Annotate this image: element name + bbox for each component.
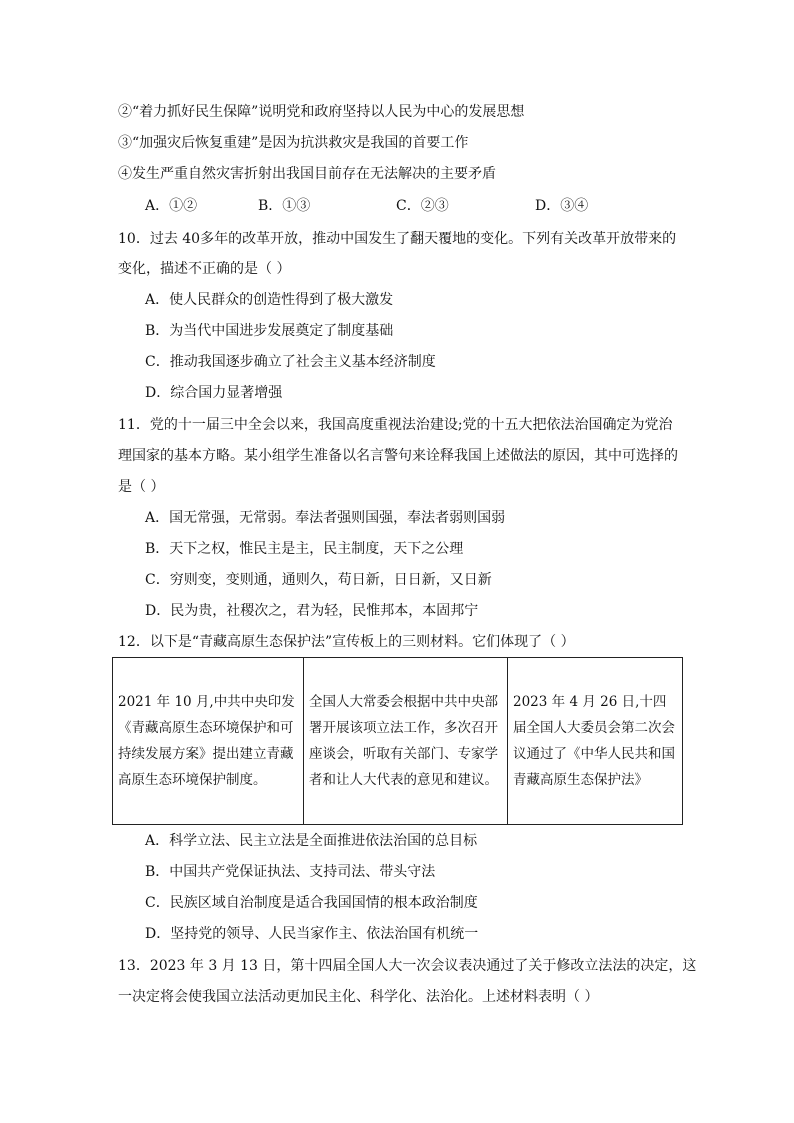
table-row [113,658,683,825]
q11-stem-line-1: 11．党的十一届三中全会以来，我国高度重视法治建设;党的十五大把依法治国确定为党治 [118,417,673,433]
q10-option-a: A．使人民群众的创造性得到了极大激发 [145,292,394,308]
q11-stem-line-2: 理国家的基本方略。某小组学生准备以名言警句来诠释我国上述做法的原因，其中可选择的 [118,448,678,464]
q9-option-d: D．③④ [535,198,589,214]
q12-option-d: D．坚持党的领导、人民当家作主、依法治国有机统一 [145,926,479,942]
q12-material-table [112,657,683,825]
q10-option-d: D．综合国力显著增强 [145,385,283,401]
q10-stem-line-1: 10．过去 40多年的改革开放，推动中国发生了翻天覆地的变化。下列有关改革开放带来的 [118,231,677,247]
material-cell-2: 全国人大常委会根据中共中央部署开展该项立法工作，多次召开座谈会，听取有关部门、专家学者和让人大代表的意见和建议。 [304,658,508,825]
q9-statement-3: ③“加强灾后恢复重建”是因为抗洪救灾是我国的首要工作 [118,135,469,151]
material-cell-1: 2021 年 10 月,中共中央印发《青藏高原生态环境保护和可持续发展方案》提出建立青藏高原生态环境保护制度。 [113,658,304,825]
q11-stem-line-3: 是（ ） [118,479,165,495]
q11-option-a: A．国无常强，无常弱。奉法者强则国强，奉法者弱则国弱 [145,510,506,526]
q9-statement-2: ②“着力抓好民生保障”说明党和政府坚持以人民为中心的发展思想 [118,104,525,120]
q10-option-b: B．为当代中国进步发展奠定了制度基础 [145,323,394,339]
q11-option-c: C．穷则变，变则通，通则久，苟日新，日日新，又日新 [145,572,492,588]
q13-stem-line-1: 13．2023 年 3 月 13 日，第十四届全国人大一次会议表决通过了关于修改立法法的决定，这 [118,958,697,974]
q12-option-a: A．科学立法、民主立法是全面推进依法治国的总目标 [145,833,478,849]
q9-option-b: B．①③ [258,198,311,214]
q9-options [145,196,705,216]
q9-option-a: A．①② [145,198,198,214]
q12-option-b: B．中国共产党保证执法、支持司法、带头守法 [145,864,436,880]
q11-option-b: B．天下之权，惟民主是主，民主制度，天下之公理 [145,541,464,557]
material-cell-3: 2023 年 4 月 26 日,十四届全国人大委员会第二次会议通过了《中华人民共和国青藏高原生态保护法》 [508,658,683,825]
q9-option-c: C．②③ [396,198,449,214]
q13-stem-line-2: 一决定将会使我国立法活动更加民主化、科学化、法治化。上述材料表明（ ） [118,989,599,1005]
q10-stem-line-2: 变化，描述不正确的是（ ） [118,261,291,277]
q11-option-d: D．民为贵，社稷次之，君为轻，民惟邦本，本固邦宁 [145,603,479,619]
q12-option-c: C．民族区域自治制度是适合我国国情的根本政治制度 [145,895,478,911]
q9-statement-4: ④发生严重自然灾害折射出我国目前存在无法解决的主要矛盾 [118,166,496,182]
q12-stem: 12．以下是“青藏高原生态保护法”宣传板上的三则材料。它们体现了（ ） [118,634,575,650]
q10-option-c: C．推动我国逐步确立了社会主义基本经济制度 [145,354,436,370]
